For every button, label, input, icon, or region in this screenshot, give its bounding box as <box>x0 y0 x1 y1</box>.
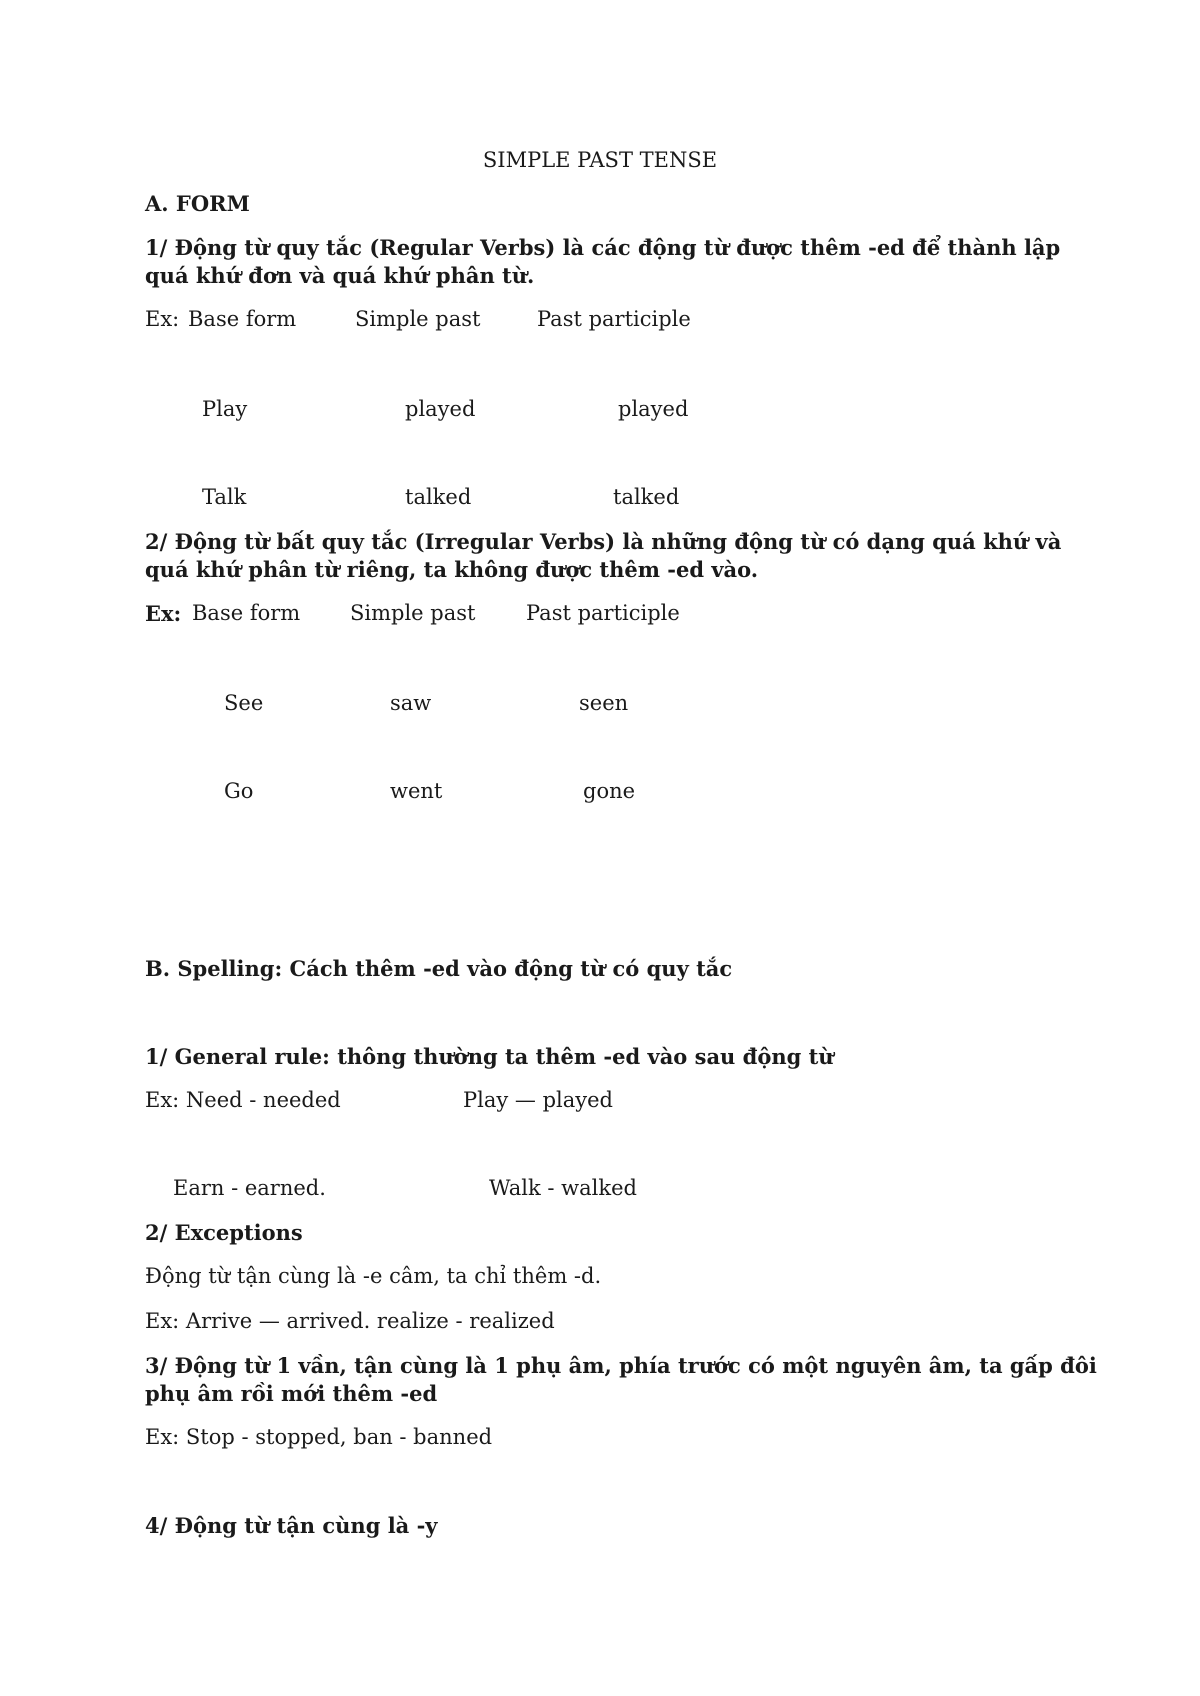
regular-row-pp: talked <box>613 485 680 509</box>
rule1-example: Ex: Need - needed <box>145 1088 341 1112</box>
regular-col-pp: Past participle <box>537 307 691 331</box>
regular-row-pp: played <box>618 397 689 421</box>
regular-row-past: talked <box>405 485 472 509</box>
rule1-example: Earn - earned. <box>173 1176 326 1200</box>
irregular-col-base: Base form <box>192 601 301 625</box>
irregular-row-pp: gone <box>583 779 636 803</box>
irregular-row-base: See <box>224 691 264 715</box>
irregular-row-past: went <box>390 779 443 803</box>
regular-col-base: Base form <box>188 307 297 331</box>
regular-verbs-heading-line1: 1/ Động từ quy tắc (Regular Verbs) là các động từ được thêm -ed để thành lập <box>145 235 1061 260</box>
rule2-heading: 2/ Exceptions <box>145 1220 303 1245</box>
irregular-col-pp: Past participle <box>526 601 680 625</box>
irregular-ex-label: Ex: <box>145 601 182 626</box>
rule1-heading: 1/ General rule: thông thường ta thêm -ed vào sau động từ <box>145 1044 834 1069</box>
page-title: SIMPLE PAST TENSE <box>482 148 718 172</box>
irregular-verbs-heading-line1: 2/ Động từ bất quy tắc (Irregular Verbs) là những động từ có dạng quá khứ và <box>145 529 1062 554</box>
regular-row-base: Talk <box>202 485 247 509</box>
rule2-text: Động từ tận cùng là -e câm, ta chỉ thêm -d. <box>145 1264 602 1288</box>
irregular-col-past: Simple past <box>350 601 476 625</box>
irregular-row-base: Go <box>224 779 254 803</box>
rule3-example: Ex: Stop - stopped, ban - banned <box>145 1425 493 1449</box>
rule1-example: Play — played <box>463 1088 613 1112</box>
irregular-row-past: saw <box>390 691 432 715</box>
section-a-heading: A. FORM <box>145 191 250 216</box>
rule2-example: Ex: Arrive — arrived. realize - realized <box>145 1309 555 1333</box>
irregular-verbs-heading-line2: quá khứ phân từ riêng, ta không được thêm -ed vào. <box>145 557 759 582</box>
section-b-heading: B. Spelling: Cách thêm -ed vào động từ có quy tắc <box>145 956 733 981</box>
regular-ex-label: Ex: <box>145 307 180 331</box>
rule3-heading-line1: 3/ Động từ 1 vần, tận cùng là 1 phụ âm, phía trước có một nguyên âm, ta gấp đôi <box>145 1353 1097 1378</box>
regular-row-base: Play <box>202 397 248 421</box>
regular-row-past: played <box>405 397 476 421</box>
rule1-example: Walk - walked <box>489 1176 637 1200</box>
rule3-heading-line2: phụ âm rồi mới thêm -ed <box>145 1381 438 1406</box>
rule4-heading: 4/ Động từ tận cùng là -y <box>145 1513 438 1538</box>
irregular-row-pp: seen <box>579 691 629 715</box>
regular-verbs-heading-line2: quá khứ đơn và quá khứ phân từ. <box>145 263 535 288</box>
regular-col-past: Simple past <box>355 307 481 331</box>
